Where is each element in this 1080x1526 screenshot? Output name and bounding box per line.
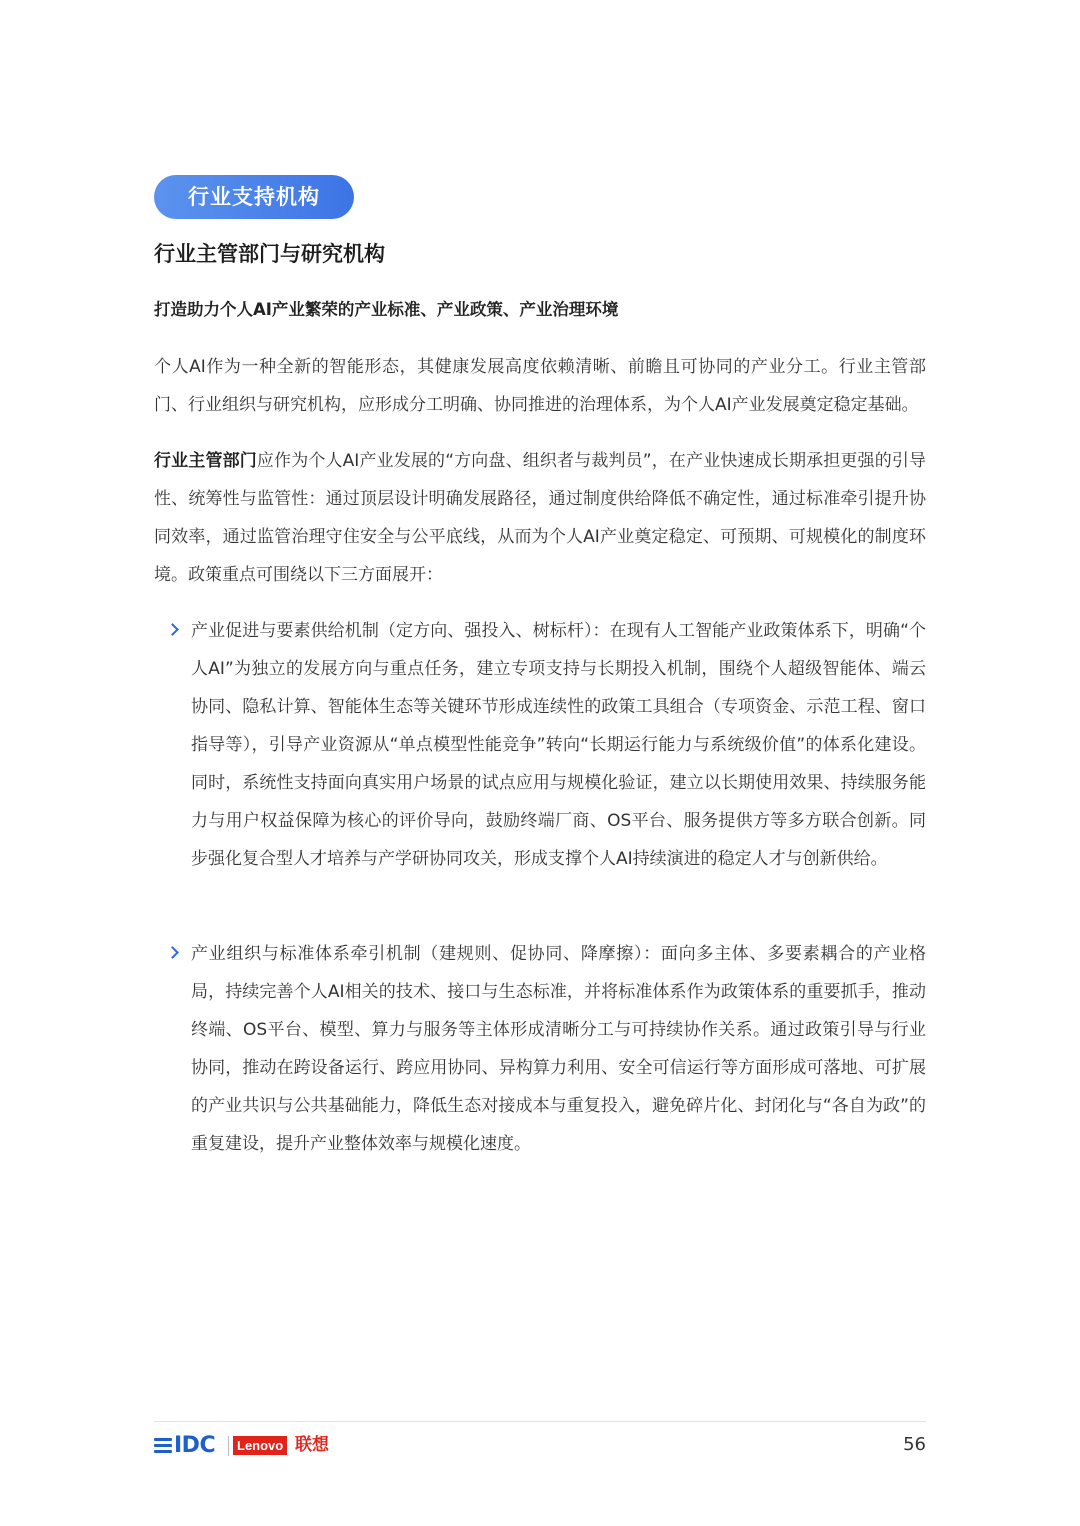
- lenovo-cn-logo: 联想: [295, 1435, 329, 1455]
- footer-divider: [154, 1421, 926, 1422]
- idc-stripes-icon: [154, 1438, 172, 1454]
- chevron-right-icon: [166, 623, 179, 636]
- intro-paragraph: 个人AI作为一种全新的智能形态，其健康发展高度依赖清晰、前瞻且可协同的产业分工。行业主管部门、行业组织与研究机构，应形成分工明确、协同推进的治理体系，为个人AI产业发展奠定稳定基础。: [154, 357, 926, 415]
- section-tag: 行业支持机构: [154, 175, 354, 219]
- policy-paragraph-bold: 行业主管部门: [154, 451, 257, 471]
- section-heading: 行业主管部门与研究机构: [154, 242, 385, 266]
- bullet-item: [154, 612, 926, 878]
- footer-logo-separator: [228, 1436, 229, 1456]
- policy-paragraph: [154, 442, 926, 594]
- idc-logo: [154, 1433, 224, 1459]
- policy-paragraph-text: 应作为个人AI产业发展的“方向盘、组织者与裁判员”，在产业快速成长期承担更强的引导性、统筹性与监管性：通过顶层设计明确发展路径，通过制度供给降低不确定性，通过标准牵引提升协同效率，通过监管治理守住安全与公平底线，从而为个人AI产业奠定稳定、可预期、可规模化的制度环境。政策重点可围绕以下三方面展开：: [154, 451, 926, 585]
- page-number: 56: [903, 1434, 926, 1455]
- bullet-item: [154, 935, 926, 1163]
- chevron-right-icon: [166, 946, 179, 959]
- section-subheading: 打造助力个人AI产业繁荣的产业标准、产业政策、产业治理环境: [154, 300, 619, 319]
- idc-logo-text: IDC: [174, 1433, 216, 1458]
- bullet-text: 产业组织与标准体系牵引机制（建规则、促协同、降摩擦）：面向多主体、多要素耦合的产业格局，持续完善个人AI相关的技术、接口与生态标准，并将标准体系作为政策体系的重要抓手，推动终端、OS平台、模型、算力与服务等主体形成清晰分工与可持续协作关系。通过政策引导与行业协同，推动在跨设备运行、跨应用协同、异构算力利用、安全可信运行等方面形成可落地、可扩展的产业共识与公共基础能力，降低生态对接成本与重复投入，避免碎片化、封闭化与“各自为政”的重复建设，提升产业整体效率与规模化速度。: [191, 944, 926, 1154]
- lenovo-logo: Lenovo: [233, 1436, 287, 1455]
- bullet-text: 产业促进与要素供给机制（定方向、强投入、树标杆）：在现有人工智能产业政策体系下，明确“个人AI”为独立的发展方向与重点任务，建立专项支持与长期投入机制，围绕个人超级智能体、端云协同、隐私计算、智能体生态等关键环节形成连续性的政策工具组合（专项资金、示范工程、窗口指导等），引导产业资源从“单点模型性能竞争”转向“长期运行能力与系统级价值”的体系化建设。同时，系统性支持面向真实用户场景的试点应用与规模化验证，建立以长期使用效果、持续服务能力与用户权益保障为核心的评价导向，鼓励终端厂商、OS平台、服务提供方等多方联合创新。同步强化复合型人才培养与产学研协同攻关，形成支撑个人AI持续演进的稳定人才与创新供给。: [191, 621, 926, 869]
